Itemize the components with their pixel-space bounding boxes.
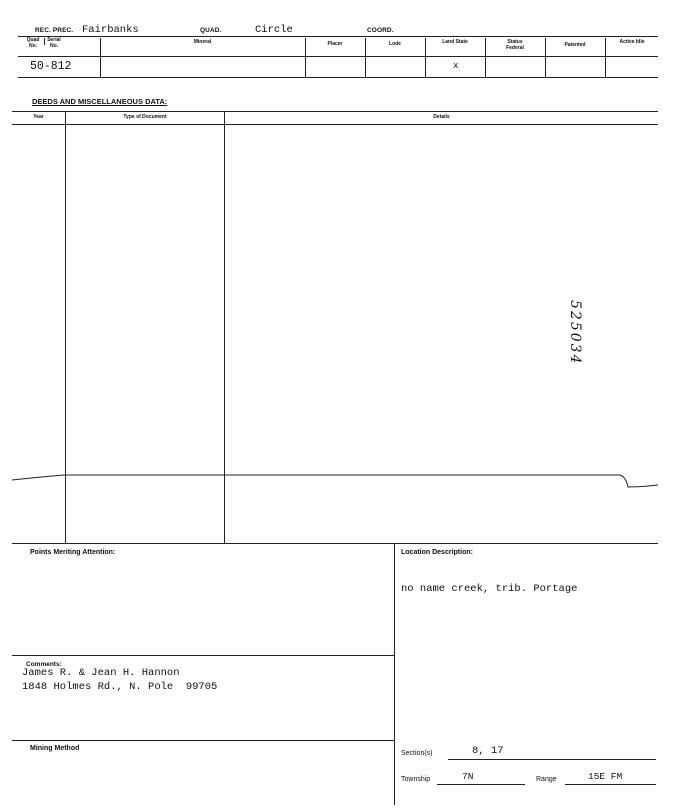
deeds-title: DEEDS AND MISCELLANEOUS DATA: — [32, 97, 168, 106]
col-type-of-document: Type of Document — [123, 114, 167, 120]
sections-value: 8, 17 — [472, 745, 504, 757]
col-mineral: Mineral — [193, 39, 212, 45]
claim-table-mid-line — [18, 56, 658, 57]
land-state-mark: x — [453, 61, 459, 71]
comments-label: Comments: — [26, 661, 62, 668]
sections-label: Section(s) — [401, 750, 433, 757]
col-details: Details — [433, 114, 450, 120]
col-status-federal: Status Federal — [506, 39, 524, 51]
township-value: 7N — [462, 771, 474, 782]
claim-table-top-line — [18, 36, 658, 37]
quad-no-value: 50-812 — [30, 60, 72, 73]
deeds-header-top-line — [12, 111, 658, 112]
deeds-header-bottom-line — [12, 124, 658, 125]
col-serial-no: Serial No. — [47, 37, 61, 49]
col-quad-no: Quad No. — [26, 37, 40, 49]
col-land-state: Land State — [442, 39, 468, 45]
col-patented: Patented — [564, 42, 586, 48]
lower-section-top-line — [12, 543, 658, 544]
claim-table-bottom-line — [18, 77, 658, 78]
mining-method-label: Mining Method — [30, 745, 80, 752]
quad-label: QUAD. — [200, 27, 222, 34]
range-value: 15E FM — [588, 771, 623, 782]
comments-line-2: 1848 Holmes Rd., N. Pole 99705 — [22, 681, 218, 693]
fold-line — [0, 465, 678, 495]
points-meriting-attention-label: Points Meriting Attention: — [30, 549, 116, 556]
location-description-label: Location Description: — [401, 549, 473, 556]
quad-value: Circle — [255, 24, 293, 36]
comments-line-1: James R. & Jean H. Hannon — [22, 667, 180, 679]
mining-method-top-line — [12, 740, 394, 741]
township-underline — [437, 784, 525, 785]
col-lode: Lode — [389, 41, 401, 47]
comments-top-line — [12, 655, 394, 656]
range-underline — [565, 784, 656, 785]
col-placer: Placer — [327, 41, 343, 47]
township-label: Township — [401, 776, 431, 783]
col-active-idle: Active Idle — [619, 39, 645, 45]
margin-note-number: 525034 — [567, 300, 583, 366]
location-description-value: no name creek, trib. Portage — [401, 583, 578, 595]
lower-section-center-line — [394, 543, 395, 805]
claim-col-divider — [425, 38, 426, 78]
claim-col-divider — [605, 38, 606, 78]
sections-underline — [448, 759, 656, 760]
range-label: Range — [536, 776, 557, 783]
claim-col-divider — [485, 38, 486, 78]
coord-label: COORD. — [367, 27, 394, 34]
col-year: Year — [33, 114, 44, 120]
rec-prec-label: REC. PREC. — [35, 27, 74, 34]
rec-prec-value: Fairbanks — [82, 24, 139, 36]
